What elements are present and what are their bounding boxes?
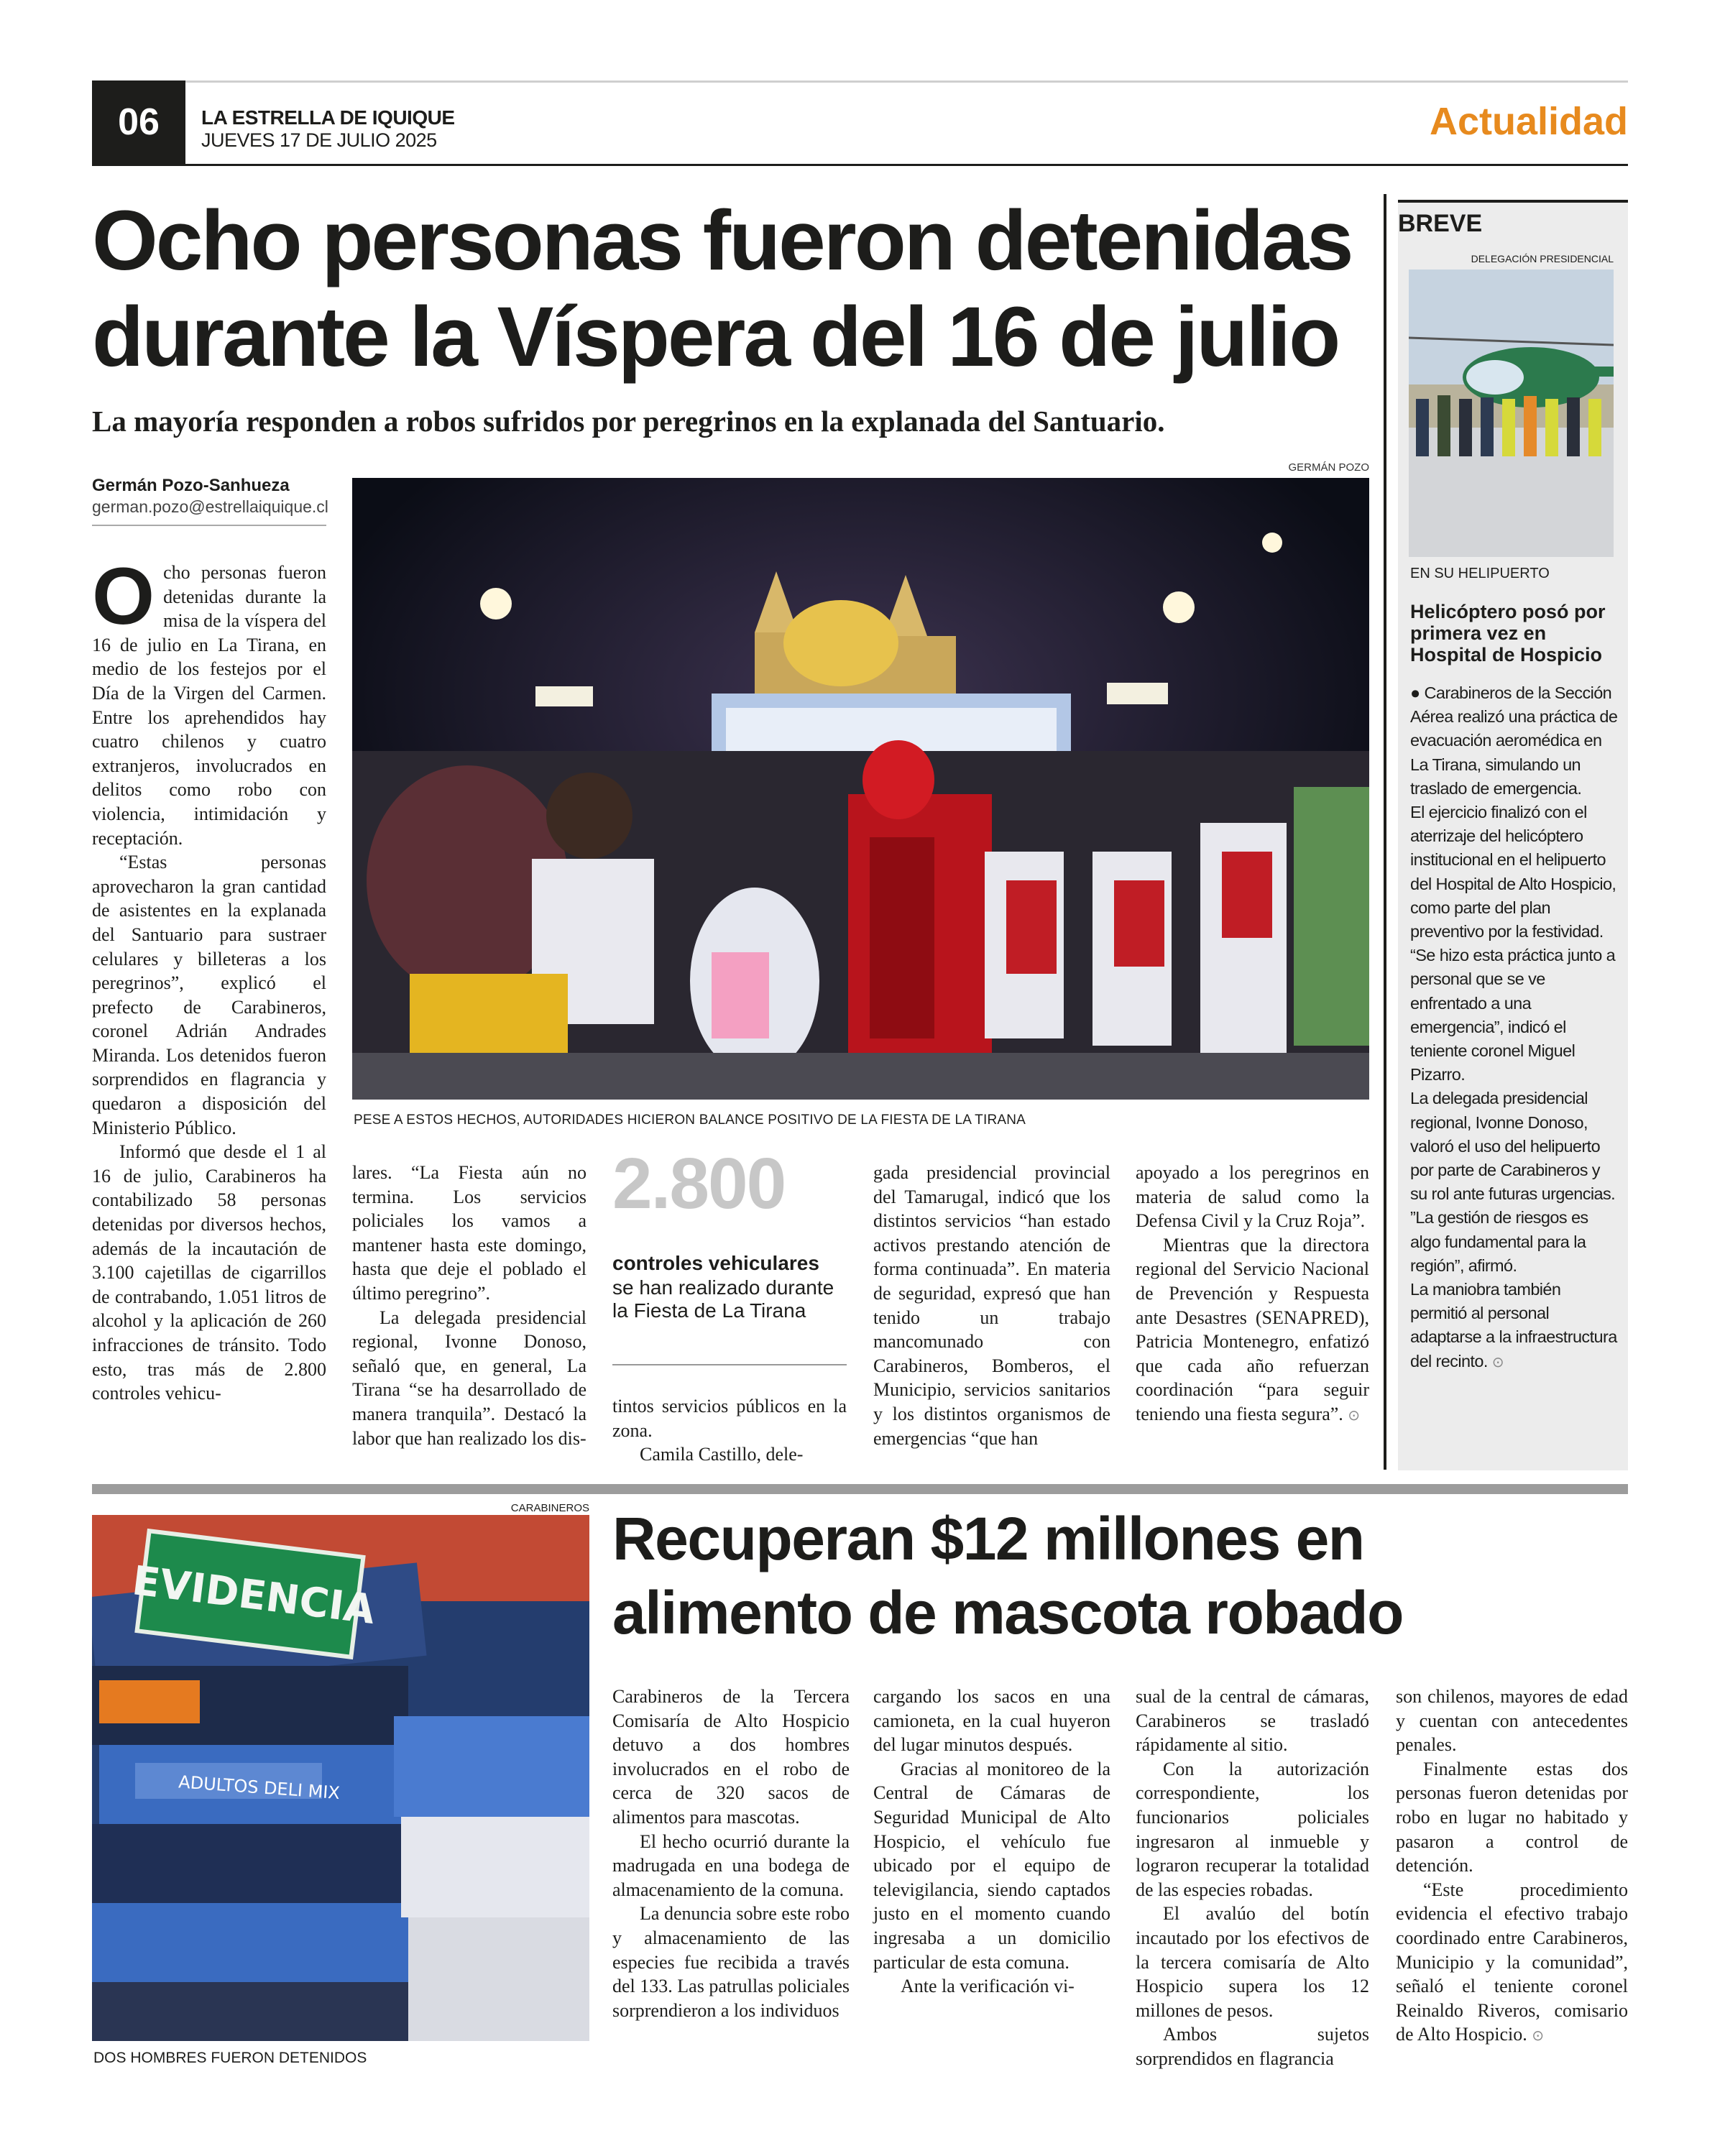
evidencia-sign-text: EVIDENCIA <box>129 1557 378 1634</box>
main-deck: La mayoría responden a robos sufridos por peregrinos en la explanada del Santuario. <box>92 405 1165 438</box>
second-article-column-4 <box>1396 1685 1628 2073</box>
paragraph: La denuncia sobre este robo y almacenamiento de las especies fue recibida a través del 133. Las patrullas policiales sorprendieron a los individuos <box>612 1903 850 2021</box>
stat-description: se han realizado durante la Fiesta de La Tirana <box>612 1276 834 1322</box>
main-article-column-4 <box>873 1161 1110 1477</box>
festival-photo-illustration <box>352 478 1369 1100</box>
paragraph: El avalúo del botín incautado por los efectivos de la tercera comisaría de Alto Hospicio supera los 12 millones de pesos. <box>1136 1903 1369 2021</box>
bag-label-text: ADULTOS DELI MIX <box>178 1772 341 1804</box>
paragraph: La delegada presidencial regional, Ivonne Donoso, señaló que, en general, La Tirana “se ha desarrollado de manera tranquila”. Destacó la labor que han realizado los dis- <box>352 1307 586 1449</box>
breve-paragraph: La maniobra también permitió al personal adaptarse a la infraestructura del recinto. <box>1410 1280 1617 1370</box>
issue-date: JUEVES 17 DE JULIO 2025 <box>201 129 437 151</box>
breve-label: BREVE <box>1398 210 1483 237</box>
paragraph: Informó que desde el 1 al 16 de julio, Carabineros ha contabilizado 58 personas detenidas por diversos hechos, además de la incautación de 3.100 cajetillas de cigarrillos de contrabando, 1.051 litros de alcohol y la aplicación de 260 infracciones de tránsito. Todo esto, tras más de 2.800 controles vehicu- <box>92 1141 326 1404</box>
breve-paragraph: ”La gestión de riesgos es algo fundamental para la región”, afirmó. <box>1410 1208 1588 1275</box>
breve-title: Helicóptero posó por primera vez en Hospital de Hospicio <box>1410 601 1606 665</box>
breve-paragraph: El ejercicio finalizó con el aterrizaje del helicóptero institucional en el helipuerto del Hospital de Alto Hospicio, como parte del plan preventivo por la festividad. <box>1410 803 1616 941</box>
breve-photo-caption: EN SU HELIPUERTO <box>1410 566 1550 581</box>
paragraph: gada presidencial provincial del Tamarugal, indicó que los distintos servicios “han estado activos prestando atención de forma continuada”. En materia de seguridad, expresó que han tenido un trabajo mancomunado con Carabineros, Bomberos, el Municipio, servicios sanitarios y los distintos organismos de emergencias “que han <box>873 1162 1110 1449</box>
breve-paragraph: La delegada presidencial regional, Ivonne Donoso, valoró el uso del helipuerto por parte de Carabineros y su rol ante futuras urgencias. <box>1410 1089 1616 1204</box>
drop-cap: O <box>92 551 155 641</box>
author-name: Germán Pozo-Sanhueza <box>92 476 290 495</box>
helicopter-photo-illustration <box>1409 270 1614 557</box>
breve-paragraph: “Se hizo esta práctica junto a personal que se ve enfrentado a una emergencia”, indicó el teniente coronel Miguel Pizarro. <box>1410 946 1616 1084</box>
paragraph: lares. “La Fiesta aún no termina. Los servicios policiales los vamos a mantener hasta este domingo, hasta que deje el poblado el último peregrino”. <box>352 1162 586 1304</box>
second-article-column-2 <box>873 1685 1110 2073</box>
second-headline: Recuperan $12 millones en alimento de mascota robado <box>612 1505 1403 1646</box>
end-mark-icon: ⊙ <box>1532 2027 1544 2045</box>
paragraph: Finalmente estas dos personas fueron detenidas por robo en lugar no habitado y pasaron a control de detención. <box>1396 1758 1628 1876</box>
paragraph: El hecho ocurrió durante la madrugada en una bodega de almacenamiento de la comuna. <box>612 1830 850 1900</box>
main-article-column-1 <box>92 551 326 1473</box>
stat-rule <box>612 1364 847 1365</box>
stat-number: 2.800 <box>612 1143 786 1224</box>
second-photo-caption: DOS HOMBRES FUERON DETENIDOS <box>93 2050 367 2066</box>
paragraph: apoyado a los peregrinos en materia de salud como la Defensa Civil y la Cruz Roja”. <box>1136 1162 1369 1232</box>
header-top-rule <box>92 80 1628 83</box>
paragraph: sual de la central de cámaras, Carabineros se trasladó rápidamente al sitio. <box>1136 1686 1369 1756</box>
paragraph: Gracias al monitoreo de la Central de Cámaras de Seguridad Municipal de Alto Hospicio, el vehículo fue ubicado por el equipo de televigilancia, siendo captados justo en el momento cuando ingresaba a un domicilio particular de esta comuna. <box>873 1758 1110 1973</box>
paragraph: Carabineros de la Tercera Comisaría de Alto Hospicio detuvo a dos hombres involucrados en el robo de cerca de 320 sacos de alimentos para mascotas. <box>612 1686 850 1828</box>
breve-top-rule <box>1398 200 1628 203</box>
paragraph: son chilenos, mayores de edad y cuentan con antecedentes penales. <box>1396 1686 1628 1756</box>
section-divider <box>92 1484 1628 1494</box>
author-rule <box>92 525 326 526</box>
second-photo-credit: CARABINEROS <box>510 1502 589 1514</box>
section-name: Actualidad <box>1429 100 1628 143</box>
paragraph: cargando los sacos en una camioneta, en la cual huyeron del lugar minutos después. <box>873 1686 1110 1756</box>
breve-photo-credit: DELEGACIÓN PRESIDENCIAL <box>1471 253 1614 264</box>
helicopter-photo <box>1409 270 1614 557</box>
paragraph: Ambos sujetos sorprendidos en flagrancia <box>1136 2024 1369 2069</box>
end-mark-icon: ⊙ <box>1348 1406 1361 1424</box>
festival-photo <box>352 478 1369 1100</box>
author-email: german.pozo@estrellaiquique.cl <box>92 497 328 516</box>
pet-food-photo-illustration <box>92 1515 589 2041</box>
pet-food-photo <box>92 1515 589 2041</box>
main-article-column-2 <box>352 1161 586 1477</box>
photo-credit: GERMÁN POZO <box>1288 461 1369 474</box>
paragraph: Ante la verificación vi- <box>901 1976 1075 1997</box>
photo-caption: PESE A ESTOS HECHOS, AUTORIDADES HICIERON BALANCE POSITIVO DE LA FIESTA DE LA TIRANA <box>354 1112 1026 1128</box>
header-bottom-rule <box>92 164 1628 166</box>
page-number: 06 <box>118 101 160 143</box>
main-article-column-3 <box>612 1394 847 1473</box>
breve-divider <box>1384 194 1386 1470</box>
breve-body <box>1410 681 1620 1465</box>
breve-paragraph: ● Carabineros de la Sección Aérea realizó una práctica de evacuación aeromédica en La Tirana, simulando un traslado de emergencia. <box>1410 683 1618 798</box>
stat-label: controles vehiculares <box>612 1252 819 1274</box>
second-article-column-3 <box>1136 1685 1369 2073</box>
newspaper-name: LA ESTRELLA DE IQUIQUE <box>201 106 455 129</box>
paragraph: Con la autorización correspondiente, los funcionarios policiales ingresaron al inmueble y lograron recuperar la totalidad de las especies robadas. <box>1136 1758 1369 1900</box>
second-article-column-1 <box>612 1685 850 2073</box>
main-article-column-5 <box>1136 1161 1369 1477</box>
main-headline: Ocho personas fueron detenidas durante la Víspera del 16 de julio <box>92 193 1352 384</box>
paragraph: Mientras que la directora regional del Servicio Nacional de Prevención y Respuesta ante Desastres (SENAPRED), Patricia Montenegro, enfatizó que cada año refuerzan coordinación “para seguir teniendo una fiesta segura”. <box>1136 1234 1369 1424</box>
end-mark-icon: ⊙ <box>1491 1353 1504 1370</box>
paragraph: tintos servicios públicos en la zona. <box>612 1396 847 1441</box>
paragraph: “Este procedimiento evidencia el efectivo trabajo coordinado entre Carabineros, Municipio y la comunidad”, señaló el teniente coronel Reinaldo Riveros, comisario de Alto Hospicio. <box>1396 1879 1628 2045</box>
paragraph: “Estas personas aprovecharon la gran cantidad de asistentes en la explanada del Santuario para sustraer celulares y billeteras a los peregrinos”, explicó el prefecto de Carabineros, coronel Adrián Andrades Miranda. Los detenidos fueron sorprendidos en flagrancia y quedaron a disposición del Ministerio Público. <box>92 852 326 1138</box>
paragraph: cho personas fueron detenidas durante la misa de la víspera del 16 de julio en La Tirana, en medio de los festejos por el Día de la Virgen del Carmen. Entre los aprehendidos hay cuatro chilenos y cuatro extranjeros, involucrados en delitos como robo con violencia, intimidación y receptación. <box>92 562 326 849</box>
paragraph: Camila Castillo, dele- <box>640 1444 804 1465</box>
